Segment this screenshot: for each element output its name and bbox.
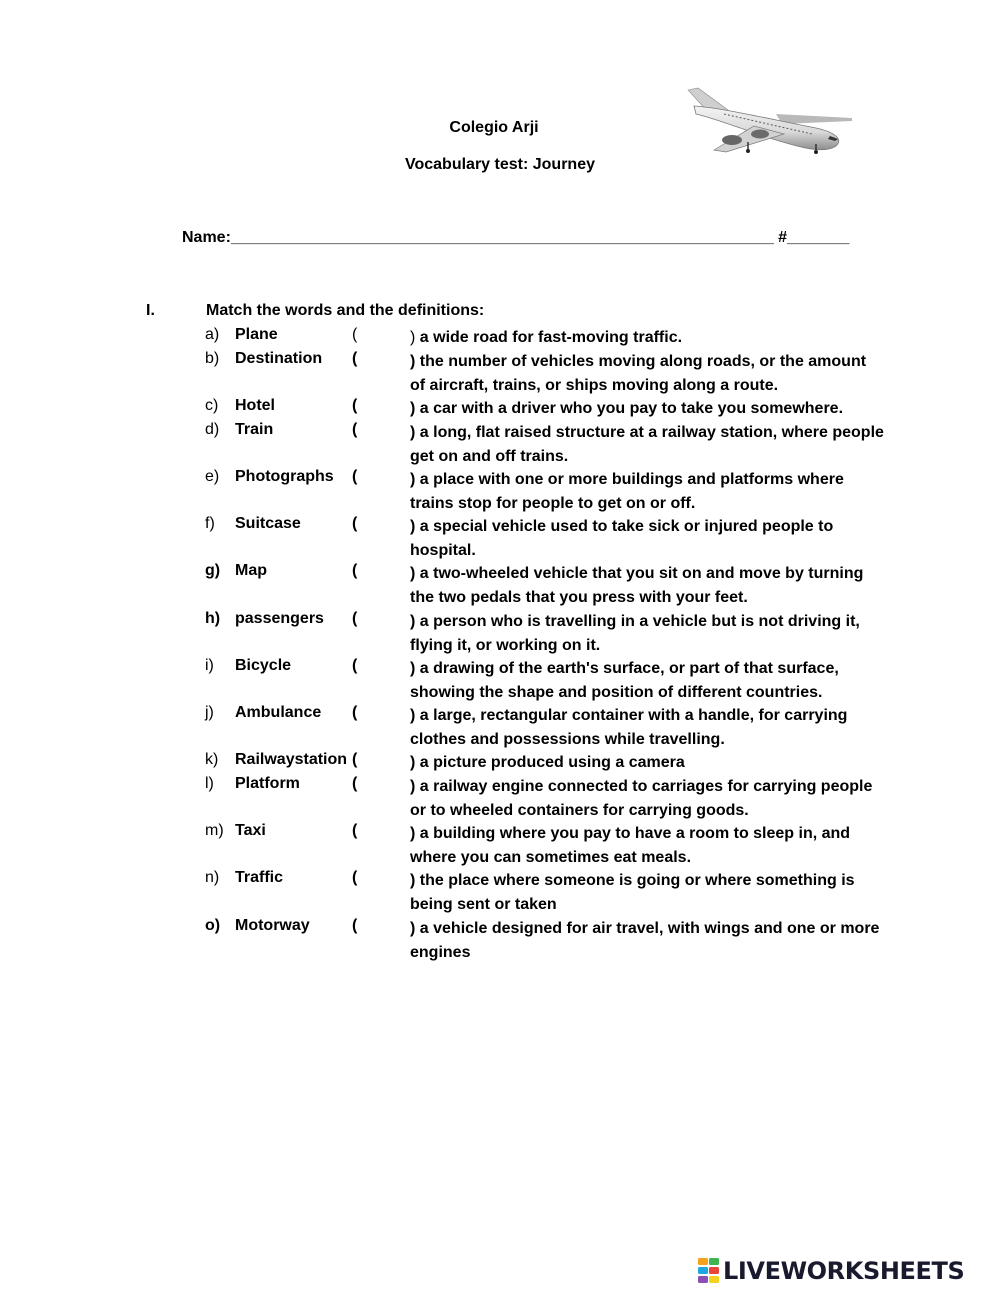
item-letter: j) [205, 704, 214, 721]
item-word: Suitcase [235, 515, 301, 532]
item-definition [410, 869, 885, 916]
close-paren: ) [410, 400, 416, 417]
item-word: Motorway [235, 917, 310, 934]
logo-text: LIVEWORKSHEETS [723, 1257, 965, 1285]
item-definition [410, 917, 885, 964]
item-definition [410, 822, 885, 869]
item-definition [410, 775, 885, 822]
item-definition [410, 610, 885, 657]
definition-text: a drawing of the earth's surface, or part of that surface, showing the shape and position of different countries. [410, 660, 839, 701]
item-letter: a) [205, 326, 220, 343]
close-paren: ) [410, 778, 416, 795]
logo-blocks-icon [698, 1258, 720, 1284]
definition-text: a building where you pay to have a room to sleep in, and where you can sometimes eat meals. [410, 825, 851, 866]
item-letter: n) [205, 869, 220, 886]
item-word: Plane [235, 326, 278, 343]
definition-text: the number of vehicles moving along roads, or the amount of aircraft, trains, or ships moving along a route. [410, 353, 867, 394]
close-paren: ) [410, 754, 416, 771]
item-word: Destination [235, 350, 323, 367]
liveworksheets-logo [698, 1256, 964, 1286]
close-paren: ) [410, 518, 416, 535]
answer-blank[interactable]: ( [352, 657, 358, 674]
definition-text: a wide road for fast-moving traffic. [415, 329, 683, 346]
item-word: Train [235, 421, 274, 438]
definition-text: a picture produced using a camera [415, 754, 685, 771]
close-paren: ) [410, 565, 416, 582]
item-letter: k) [205, 751, 219, 768]
item-letter: i) [205, 657, 214, 674]
item-definition [410, 397, 885, 421]
name-label: Name: [182, 229, 231, 246]
answer-blank[interactable]: ( [352, 326, 358, 343]
section-numeral: I. [146, 302, 155, 319]
airplane-icon [684, 84, 856, 154]
definition-text: a railway engine connected to carriages for carrying people or to wheeled containers for carrying goods. [410, 778, 873, 819]
item-word: Hotel [235, 397, 275, 414]
answer-blank[interactable]: ( [352, 610, 358, 627]
item-definition [410, 326, 885, 350]
item-letter: g) [205, 562, 221, 579]
instruction-text: Match the words and the definitions: [206, 302, 485, 319]
definition-text: a vehicle designed for air travel, with wings and one or more engines [410, 920, 880, 961]
close-paren: ) [410, 660, 416, 677]
answer-blank[interactable]: ( [352, 704, 358, 721]
item-definition [410, 704, 885, 751]
close-paren: ) [410, 872, 416, 889]
school-name: Colegio Arji [449, 119, 539, 136]
name-underline[interactable]: _____________________________________________________________ [230, 229, 774, 246]
item-letter: h) [205, 610, 221, 627]
answer-blank[interactable]: ( [352, 350, 358, 367]
item-definition [410, 468, 885, 515]
item-word: Railwaystation [235, 751, 348, 768]
close-paren: ) [410, 707, 416, 724]
item-letter: d) [205, 421, 220, 438]
item-letter: b) [205, 350, 220, 367]
definition-text: a person who is travelling in a vehicle but is not driving it, flying it, or working on it. [410, 613, 860, 654]
item-letter: m) [205, 822, 224, 839]
answer-blank[interactable]: ( [352, 751, 358, 768]
answer-blank[interactable]: ( [352, 822, 358, 839]
number-field[interactable]: #_______ [773, 229, 850, 246]
definition-text: a special vehicle used to take sick or injured people to hospital. [410, 518, 834, 559]
item-word: passengers [235, 610, 324, 627]
definition-text: a large, rectangular container with a handle, for carrying clothes and possessions while travelling. [410, 707, 848, 748]
definition-text: a place with one or more buildings and platforms where trains stop for people to get on or off. [410, 471, 844, 512]
answer-blank[interactable]: ( [352, 775, 358, 792]
item-letter: f) [205, 515, 215, 532]
close-paren: ) [410, 825, 416, 842]
item-letter: e) [205, 468, 220, 485]
close-paren: ) [410, 353, 416, 370]
item-letter: l) [205, 775, 214, 792]
close-paren: ) [410, 424, 416, 441]
item-word: Map [235, 562, 267, 579]
item-definition [410, 657, 885, 704]
definition-text: the place where someone is going or where something is being sent or taken [410, 872, 855, 913]
close-paren: ) [410, 329, 416, 346]
answer-blank[interactable]: ( [352, 917, 358, 934]
answer-blank[interactable]: ( [352, 397, 358, 414]
item-letter: o) [205, 917, 221, 934]
item-definition [410, 751, 885, 775]
item-letter: c) [205, 397, 219, 414]
answer-blank[interactable]: ( [352, 515, 358, 532]
item-word: Taxi [235, 822, 266, 839]
item-word: Photographs [235, 468, 334, 485]
answer-blank[interactable]: ( [352, 468, 358, 485]
item-word: Bicycle [235, 657, 292, 674]
close-paren: ) [410, 471, 416, 488]
item-definition [410, 350, 885, 397]
answer-blank[interactable]: ( [352, 869, 358, 886]
name-field-line[interactable] [182, 229, 849, 247]
definition-text: a car with a driver who you pay to take you somewhere. [415, 400, 844, 417]
item-word: Platform [235, 775, 300, 792]
item-word: Ambulance [235, 704, 322, 721]
answer-blank[interactable]: ( [352, 421, 358, 438]
definition-text: a two-wheeled vehicle that you sit on and move by turning the two pedals that you press with your feet. [410, 565, 864, 606]
definition-text: a long, flat raised structure at a railway station, where people get on and off trains. [410, 424, 884, 465]
item-definition [410, 562, 885, 609]
test-title: Vocabulary test: Journey [405, 156, 595, 173]
close-paren: ) [410, 613, 416, 630]
close-paren: ) [410, 920, 416, 937]
item-word: Traffic [235, 869, 284, 886]
item-definition [410, 515, 885, 562]
item-definition [410, 421, 885, 468]
answer-blank[interactable]: ( [352, 562, 358, 579]
